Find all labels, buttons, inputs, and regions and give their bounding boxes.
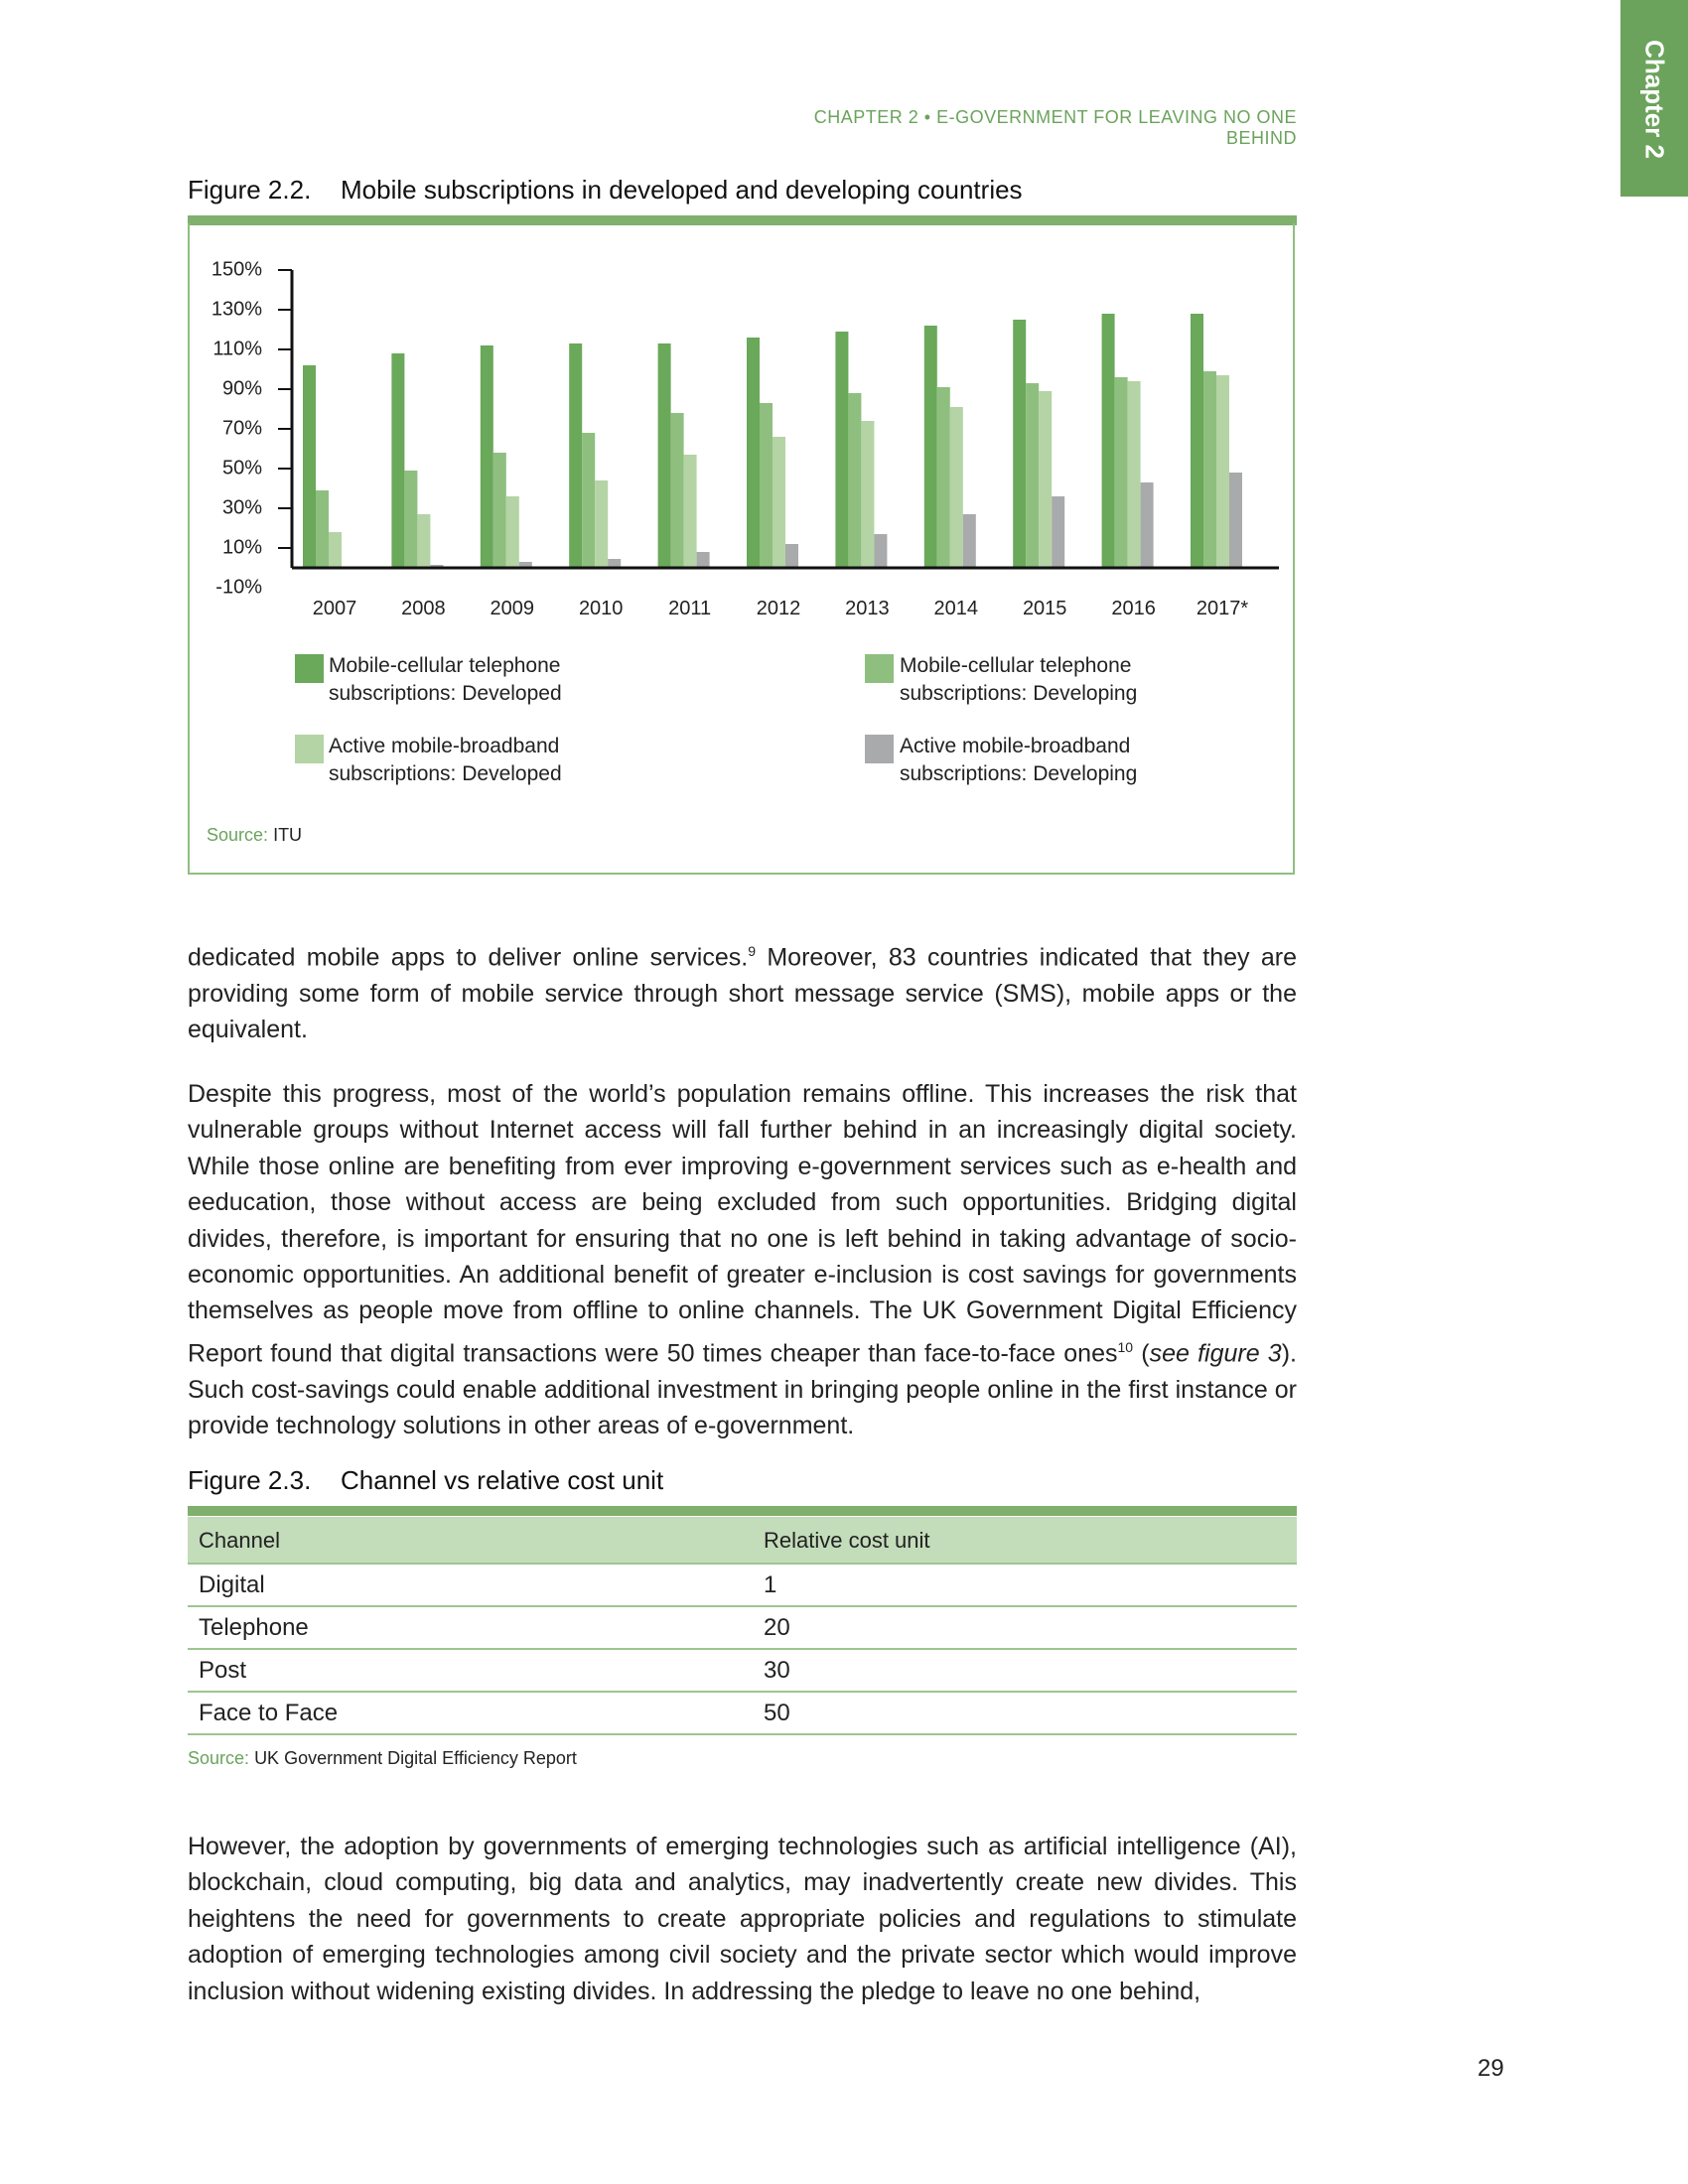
table-row [188,1649,1297,1692]
bar-2010-series-2 [582,433,595,568]
y-tick-label: 150% [211,258,262,281]
bar-2008-series-2 [404,471,417,568]
bar-2008-series-3 [417,514,430,568]
bar-2016-series-3 [1128,381,1141,568]
x-tick-label: 2016 [1111,598,1156,619]
source-text: ITU [273,825,303,845]
bar-2013-series-2 [848,393,861,568]
figure-2-3-source [188,1748,577,1769]
x-tick-label: 2017* [1196,598,1249,619]
figure-2-3-caption: Channel vs relative cost unit [341,1465,664,1495]
x-tick-label: 2013 [845,598,890,619]
cell-cost: 50 [753,1692,1297,1734]
paragraph-1: dedicated mobile apps to deliver online services.$^9$ Moreover, 83 countries indicated that they are providing some form of mobile service through short message service (SMS), mobile apps or the equivalent. [188,943,1298,1044]
cell-cost: 20 [753,1606,1297,1649]
bar-2015-series-1 [1013,320,1026,568]
x-tick-label: 2008 [401,598,446,619]
figure-2-3-title [188,1465,663,1496]
figure-2-2-caption: Mobile subscriptions in developed and developing countries [341,175,1023,205]
bar-2009-series-2 [493,453,506,568]
legend-swatch-broadband-developing [865,735,894,763]
bar-2008-series-1 [391,353,404,568]
bar-2017-series-3 [1216,375,1229,568]
cell-channel: Post [188,1649,753,1692]
bar-2010-series-3 [595,480,608,568]
bar-2011-series-4 [697,552,710,568]
bar-2012-series-2 [760,403,773,568]
y-tick-label: 90% [221,377,262,400]
legend-label-cellular-developing: Mobile-cellular telephone subscriptions: Developing [900,654,1138,705]
table-row [188,1564,1297,1606]
figure-2-3-top-rule [188,1506,1297,1516]
figure-2-2-source [207,825,302,846]
cell-cost: 1 [753,1564,1297,1606]
x-tick-label: 2014 [933,598,979,619]
mobile-subscriptions-chart [0,0,1688,893]
bar-2015-series-4 [1052,496,1064,568]
bar-2011-series-2 [671,413,684,568]
cell-channel: Face to Face [188,1692,753,1734]
legend-swatch-broadband-developed [295,735,324,763]
header-channel: Channel [188,1517,753,1564]
bar-2009-series-1 [481,345,493,568]
bar-2013-series-4 [874,534,887,568]
cell-cost: 30 [753,1649,1297,1692]
bar-2017-series-1 [1191,314,1203,568]
bar-2007-series-1 [303,365,316,568]
x-tick-label: 2015 [1022,598,1067,619]
y-tick-label: 130% [211,298,262,321]
y-tick-label: 50% [221,457,262,479]
bar-2014-series-1 [924,326,937,568]
bar-2011-series-3 [684,455,697,568]
cell-channel: Digital [188,1564,753,1606]
x-tick-label: 2009 [490,598,535,619]
source-text: UK Government Digital Efficiency Report [254,1748,577,1768]
legend-swatch-cellular-developed [295,654,324,683]
bar-2017-series-2 [1203,371,1216,568]
legend-swatch-cellular-developing [865,654,894,683]
y-tick-label: -10% [215,576,262,599]
bar-2016-series-2 [1115,377,1128,568]
table-row [188,1606,1297,1649]
bar-2007-series-3 [329,532,342,568]
cell-channel: Telephone [188,1606,753,1649]
x-tick-label: 2007 [312,598,357,619]
bar-2012-series-4 [785,544,798,568]
header-relative-cost: Relative cost unit [753,1517,1297,1564]
x-tick-label: 2011 [668,598,712,619]
y-tick-label: 30% [221,496,262,519]
bar-2017-series-4 [1229,473,1242,568]
x-tick-label: 2010 [578,598,624,619]
y-tick-label: 10% [221,536,262,559]
channel-cost-table [188,1517,1297,1735]
y-tick-label: 70% [221,417,262,440]
bar-2014-series-2 [937,387,950,568]
bar-2009-series-3 [506,496,519,568]
legend-label-cellular-developed: Mobile-cellular telephone subscriptions: Developed [329,654,562,705]
source-label: Source: [207,825,269,845]
bar-2014-series-4 [963,514,976,568]
bar-2010-series-1 [569,343,582,568]
y-tick-label: 110% [212,338,262,360]
figure-2-3-number: Figure 2.3. [188,1465,312,1495]
table-header-row [188,1517,1297,1564]
bar-2012-series-1 [747,338,760,568]
page-number: 29 [1477,2055,1504,2082]
bar-2013-series-1 [835,332,848,568]
source-label: Source: [188,1748,250,1768]
bar-2015-series-2 [1026,383,1039,568]
x-tick-label: 2012 [756,598,801,619]
bar-2015-series-3 [1039,391,1052,568]
paragraph-3: However, the adoption by governments of emerging technologies such as artificial intelligence (AI), blockchain, cloud computing, big data and analytics, may inadvertently create new divides. This heightens the need for governments to create appropriate policies and regulations to stimulate adoption of emerging technologies among civil society and the private sector which would improve inclusion without widening existing divides. In addressing the pledge to leave no one behind, [188,1833,1297,2005]
paragraph-2: Despite this progress, most of the world’s population remains offline. This increases the risk that vulnerable groups without Internet access will fall further behind in an increasingly digital society. While those online are benefiting from ever improving e-government services such as e-health and eeducation, those without access are being excluded from such opportunities. Bridging digital divides, therefore, is important for ensuring that no one is left behind in taking advantage of socio-economic opportunities. An additional benefit of greater e-inclusion is cost savings for governments themselves as people move from offline to online channels. The UK Government Digital Efficiency Report found that digital transactions were 50 times cheaper than face-to-face ones$^{10}$ (see figure 3). Such cost-savings could enable additional investment in bringing people online in the first instance or provide technology solutions in other areas of e-government. [188,1080,1297,1439]
chapter-side-tab-label: Chapter 2 [1639,40,1670,159]
bar-2016-series-4 [1141,482,1154,568]
bar-2012-series-3 [773,437,785,568]
bar-2007-series-2 [316,490,329,568]
figure-2-2-number: Figure 2.2. [188,175,312,205]
running-head: CHAPTER 2 • E-GOVERNMENT FOR LEAVING NO ONE BEHIND [813,107,1297,148]
table-row [188,1692,1297,1734]
legend-label-broadband-developed: Active mobile-broadband subscriptions: Developed [329,735,562,785]
bar-2013-series-3 [861,421,874,568]
bar-2011-series-1 [658,343,671,568]
bar-2016-series-1 [1102,314,1115,568]
bar-2014-series-3 [950,407,963,568]
legend-label-broadband-developing: Active mobile-broadband subscriptions: Developing [900,735,1138,785]
